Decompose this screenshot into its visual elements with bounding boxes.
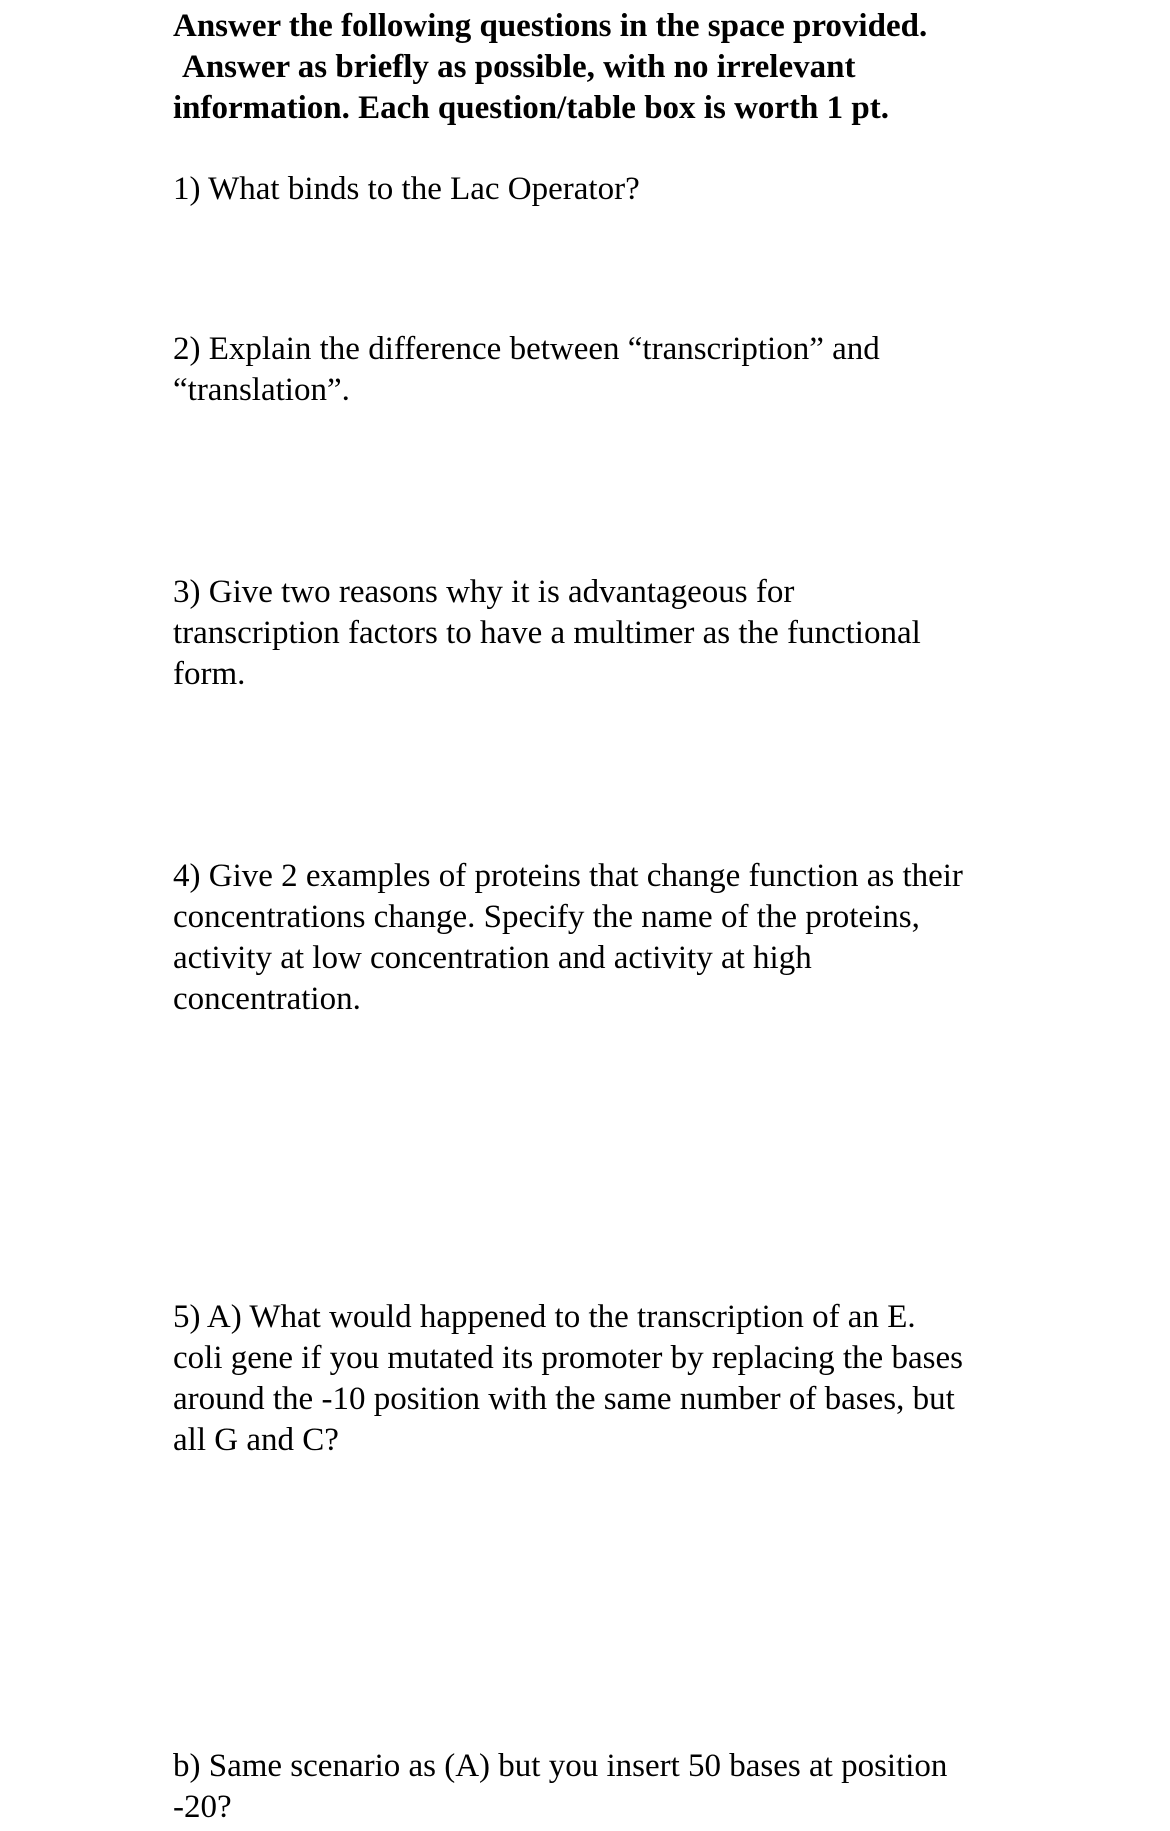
question-5a xyxy=(173,1297,1053,1461)
question-4 xyxy=(173,856,1053,1020)
question-text-line: 5) A) What would happened to the transcription of an E. xyxy=(173,1299,916,1335)
question-text-line: 3) Give two reasons why it is advantageous for xyxy=(173,574,795,610)
question-text-line: -20? xyxy=(173,1789,232,1825)
question-text-line: concentration. xyxy=(173,981,361,1017)
question-text-line: 4) Give 2 examples of proteins that change function as their xyxy=(173,858,963,894)
question-2 xyxy=(173,329,1053,411)
question-text-line: form. xyxy=(173,656,246,692)
instructions-heading xyxy=(173,6,1053,129)
question-1 xyxy=(173,169,1053,210)
instructions-line: Answer the following questions in the space provided. xyxy=(173,8,928,44)
question-text-line: concentrations change. Specify the name of the proteins, xyxy=(173,899,920,935)
question-text-line: “translation”. xyxy=(173,372,350,408)
question-text-line: coli gene if you mutated its promoter by replacing the bases xyxy=(173,1340,963,1376)
question-3 xyxy=(173,572,1053,695)
question-text-line: b) Same scenario as (A) but you insert 50 bases at position xyxy=(173,1748,948,1784)
question-text-line: around the -10 position with the same number of bases, but xyxy=(173,1381,955,1417)
question-text-line: transcription factors to have a multimer as the functional xyxy=(173,615,921,651)
question-text-line: activity at low concentration and activity at high xyxy=(173,940,812,976)
instructions-line: information. Each question/table box is worth 1 pt. xyxy=(173,90,889,126)
instructions-line: Answer as briefly as possible, with no irrelevant xyxy=(182,49,856,85)
question-text-line: 1) What binds to the Lac Operator? xyxy=(173,171,640,207)
question-text-line: all G and C? xyxy=(173,1422,339,1458)
question-text-line: 2) Explain the difference between “transcription” and xyxy=(173,331,880,367)
question-5b xyxy=(173,1746,1053,1828)
